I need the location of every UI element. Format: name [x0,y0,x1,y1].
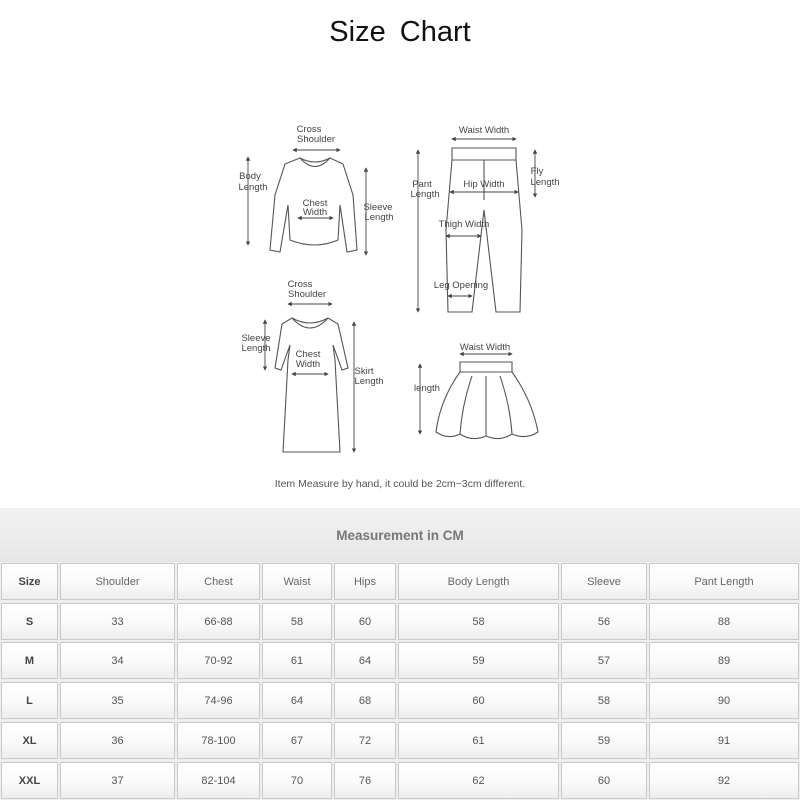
table-cell: 37 [60,762,175,799]
sleeve-length-label-1: Sleeve [363,202,393,213]
dress-sleeve-length-label-1: Sleeve [241,333,271,344]
table-cell: 70-92 [177,642,260,679]
table-cell: 60 [334,603,396,640]
dress-icon [275,318,348,452]
dress-cross-shoulder-label-1: Cross [287,279,313,290]
cross-shoulder-label-2: Shoulder [296,134,336,145]
table-cell: 61 [262,642,332,679]
dress-sleeve-length-label-2: Length [241,343,271,354]
table-cell: 58 [262,603,332,640]
table-cell: XXL [1,762,58,799]
skirt-length-label-2: Length [354,376,384,387]
measurement-diagram [200,110,600,470]
skirt-icon [436,362,538,439]
table-cell: 35 [60,682,175,719]
table-header-cell: Size [1,563,58,600]
table-cell: 57 [561,642,647,679]
pant-length-label-2: Length [410,189,440,200]
table-cell: 66-88 [177,603,260,640]
table-cell: XL [1,722,58,759]
table-cell: 62 [398,762,559,799]
table-cell: 67 [262,722,332,759]
table-cell: 36 [60,722,175,759]
dress-measure-lines [265,304,354,452]
table-cell: 64 [334,642,396,679]
table-cell: 59 [398,642,559,679]
fly-length-label-1: Fly [530,166,544,177]
table-cell: 91 [649,722,799,759]
skirt-waist-width-label: Waist Width [459,342,511,353]
body-length-label-1: Body [239,171,261,182]
table-cell: 90 [649,682,799,719]
table-header-cell: Pant Length [649,563,799,600]
table-cell: 78-100 [177,722,260,759]
pants-waist-width-label: Waist Width [458,125,510,136]
table-header-cell: Waist [262,563,332,600]
table-cell: 88 [649,603,799,640]
table-cell: 76 [334,762,396,799]
skirt-length-label-1: Skirt [354,366,374,377]
table-caption: Measurement in CM [0,508,800,562]
table-cell: 74-96 [177,682,260,719]
cross-shoulder-label-1: Cross [296,124,322,135]
table-header-cell: Hips [334,563,396,600]
table-header-cell: Shoulder [60,563,175,600]
dress-chest-width-label-1: Chest [295,349,321,360]
fly-length-label-2: Length [530,177,560,188]
table-header-cell: Chest [177,563,260,600]
chest-width-label-2: Width [302,207,328,218]
table-cell: 64 [262,682,332,719]
body-length-label-2: Length [238,182,268,193]
table-cell: 60 [398,682,559,719]
thigh-width-label: Thigh Width [438,219,490,230]
measurement-table [0,508,800,800]
table-cell: 60 [561,762,647,799]
pant-length-label-1: Pant [412,179,432,190]
skirt-length-label: length [414,383,440,394]
table-cell: 56 [561,603,647,640]
table-cell: 58 [398,603,559,640]
table-header-cell: Body Length [398,563,559,600]
sleeve-length-label-2: Length [364,212,394,223]
table-cell: 72 [334,722,396,759]
table-cell: 89 [649,642,799,679]
leg-opening-label: Leg Opening [433,280,489,291]
table-cell: 59 [561,722,647,759]
table-cell: 33 [60,603,175,640]
dress-chest-width-label-2: Width [295,359,321,370]
table-cell: 82-104 [177,762,260,799]
chest-width-label-1: Chest [302,198,328,209]
hip-width-label: Hip Width [463,179,505,190]
table-cell: 92 [649,762,799,799]
measure-note: Item Measure by hand, it could be 2cm~3cm different. [274,478,526,490]
table-cell: M [1,642,58,679]
table-cell: S [1,603,58,640]
table-cell: 58 [561,682,647,719]
table-cell: 70 [262,762,332,799]
table-cell: 68 [334,682,396,719]
table-header-cell: Sleeve [561,563,647,600]
table-cell: 34 [60,642,175,679]
table-cell: 61 [398,722,559,759]
dress-cross-shoulder-label-2: Shoulder [287,289,327,300]
page-title: Size Chart [329,16,471,48]
table-cell: L [1,682,58,719]
